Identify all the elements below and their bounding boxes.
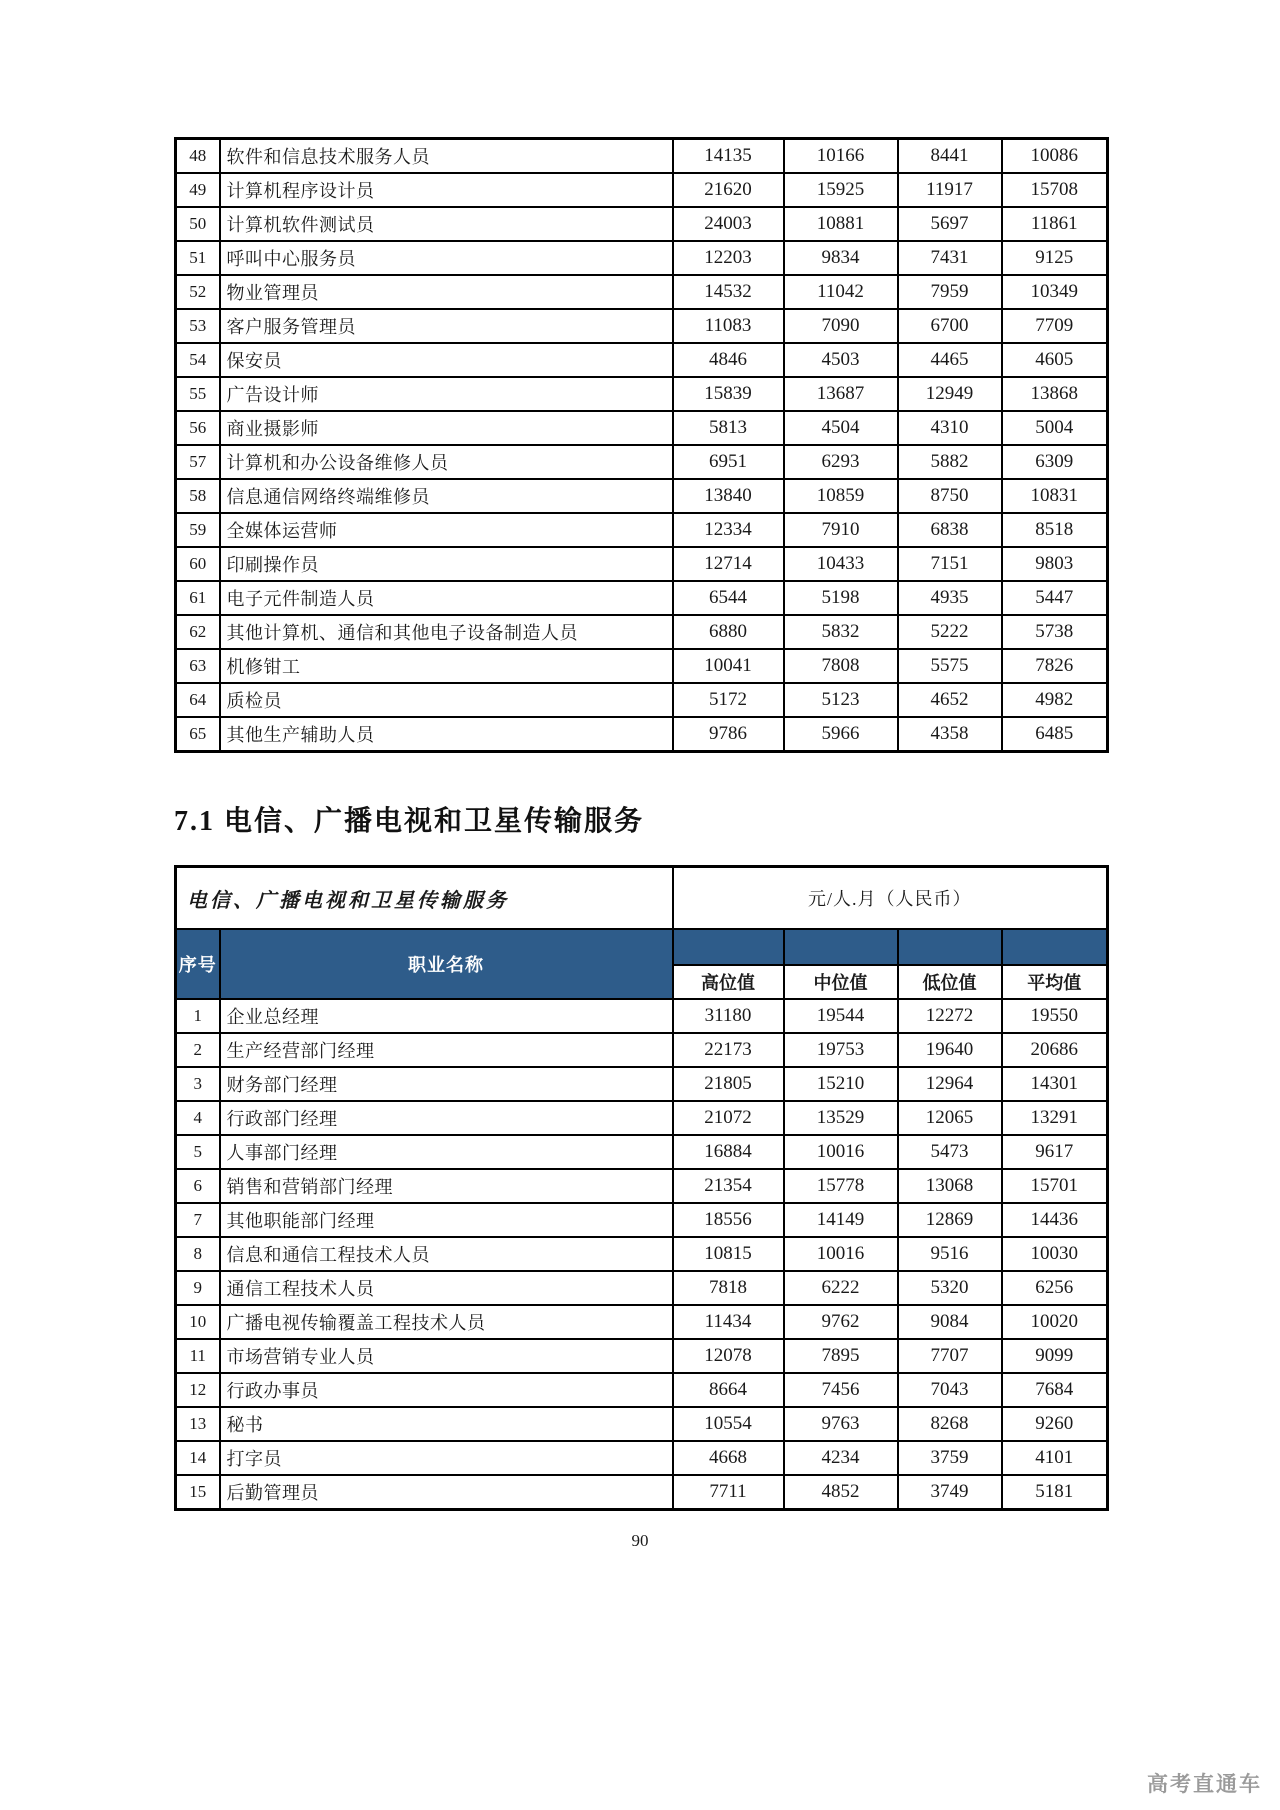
row-number-cell: 12 <box>176 1373 220 1407</box>
row-number-cell: 63 <box>176 649 220 683</box>
low-value-cell: 7043 <box>898 1373 1002 1407</box>
low-value-cell: 8268 <box>898 1407 1002 1441</box>
row-number-cell: 6 <box>176 1169 220 1203</box>
median-value-cell: 19544 <box>784 999 898 1033</box>
high-value-cell: 21620 <box>673 173 784 207</box>
table-row <box>176 513 1108 547</box>
high-value-cell: 4668 <box>673 1441 784 1475</box>
median-value-cell: 14149 <box>784 1203 898 1237</box>
low-value-cell: 3749 <box>898 1475 1002 1510</box>
low-value-cell: 7707 <box>898 1339 1002 1373</box>
average-value-cell: 4605 <box>1002 343 1108 377</box>
table-row <box>176 1475 1108 1510</box>
row-number-cell: 56 <box>176 411 220 445</box>
high-value-cell: 6544 <box>673 581 784 615</box>
table-row <box>176 309 1108 343</box>
average-value-cell: 9260 <box>1002 1407 1108 1441</box>
low-value-cell: 5473 <box>898 1135 1002 1169</box>
high-value-cell: 24003 <box>673 207 784 241</box>
median-value-cell: 7910 <box>784 513 898 547</box>
average-value-cell: 5181 <box>1002 1475 1108 1510</box>
row-number-cell: 2 <box>176 1033 220 1067</box>
average-value-cell: 7709 <box>1002 309 1108 343</box>
occupation-cell: 行政部门经理 <box>220 1101 673 1135</box>
low-value-cell: 4935 <box>898 581 1002 615</box>
occupation-cell: 行政办事员 <box>220 1373 673 1407</box>
table-row <box>176 717 1108 752</box>
table-row <box>176 411 1108 445</box>
average-value-cell: 13868 <box>1002 377 1108 411</box>
section-title: 7.1 电信、广播电视和卫星传输服务 <box>174 806 645 837</box>
row-number-cell: 59 <box>176 513 220 547</box>
salary-table-continuation <box>174 137 1109 753</box>
high-value-cell: 21805 <box>673 1067 784 1101</box>
table-row <box>176 1407 1108 1441</box>
median-value-cell: 4503 <box>784 343 898 377</box>
median-value-cell: 10016 <box>784 1135 898 1169</box>
average-value-cell: 10831 <box>1002 479 1108 513</box>
header-blue-strip <box>784 929 898 965</box>
row-number-cell: 5 <box>176 1135 220 1169</box>
header-low-cell: 低位值 <box>898 965 1002 999</box>
average-value-cell: 19550 <box>1002 999 1108 1033</box>
occupation-cell: 呼叫中心服务员 <box>220 241 673 275</box>
low-value-cell: 8750 <box>898 479 1002 513</box>
median-value-cell: 9762 <box>784 1305 898 1339</box>
low-value-cell: 12065 <box>898 1101 1002 1135</box>
header-average-cell: 平均值 <box>1002 965 1108 999</box>
low-value-cell: 6700 <box>898 309 1002 343</box>
low-value-cell: 12949 <box>898 377 1002 411</box>
low-value-cell: 12964 <box>898 1067 1002 1101</box>
median-value-cell: 7895 <box>784 1339 898 1373</box>
high-value-cell: 6951 <box>673 445 784 479</box>
high-value-cell: 6880 <box>673 615 784 649</box>
average-value-cell: 10030 <box>1002 1237 1108 1271</box>
low-value-cell: 4652 <box>898 683 1002 717</box>
row-number-cell: 55 <box>176 377 220 411</box>
average-value-cell: 4982 <box>1002 683 1108 717</box>
average-value-cell: 5004 <box>1002 411 1108 445</box>
median-value-cell: 6293 <box>784 445 898 479</box>
low-value-cell: 4465 <box>898 343 1002 377</box>
row-number-cell: 50 <box>176 207 220 241</box>
table-row <box>176 1271 1108 1305</box>
table-row <box>176 207 1108 241</box>
table2-title-cell: 电信、广播电视和卫星传输服务 <box>176 867 673 930</box>
median-value-cell: 15925 <box>784 173 898 207</box>
average-value-cell: 10349 <box>1002 275 1108 309</box>
high-value-cell: 13840 <box>673 479 784 513</box>
table2-body <box>176 999 1108 1510</box>
low-value-cell: 19640 <box>898 1033 1002 1067</box>
high-value-cell: 10041 <box>673 649 784 683</box>
median-value-cell: 10433 <box>784 547 898 581</box>
low-value-cell: 12869 <box>898 1203 1002 1237</box>
header-blue-strip <box>898 929 1002 965</box>
header-no-cell: 序号 <box>176 929 220 999</box>
average-value-cell: 14301 <box>1002 1067 1108 1101</box>
low-value-cell: 9516 <box>898 1237 1002 1271</box>
occupation-cell: 其他职能部门经理 <box>220 1203 673 1237</box>
row-number-cell: 11 <box>176 1339 220 1373</box>
low-value-cell: 4358 <box>898 717 1002 752</box>
high-value-cell: 7818 <box>673 1271 784 1305</box>
average-value-cell: 15708 <box>1002 173 1108 207</box>
average-value-cell: 9125 <box>1002 241 1108 275</box>
page-number: 90 <box>631 1531 649 1550</box>
median-value-cell: 11042 <box>784 275 898 309</box>
average-value-cell: 13291 <box>1002 1101 1108 1135</box>
table-row <box>176 581 1108 615</box>
table-row <box>176 1033 1108 1067</box>
table-row <box>176 445 1108 479</box>
row-number-cell: 61 <box>176 581 220 615</box>
row-number-cell: 54 <box>176 343 220 377</box>
low-value-cell: 5222 <box>898 615 1002 649</box>
occupation-cell: 生产经营部门经理 <box>220 1033 673 1067</box>
occupation-cell: 电子元件制造人员 <box>220 581 673 615</box>
median-value-cell: 7456 <box>784 1373 898 1407</box>
row-number-cell: 48 <box>176 139 220 174</box>
high-value-cell: 22173 <box>673 1033 784 1067</box>
table-row <box>176 377 1108 411</box>
table-row <box>176 1101 1108 1135</box>
average-value-cell: 4101 <box>1002 1441 1108 1475</box>
occupation-cell: 计算机和办公设备维修人员 <box>220 445 673 479</box>
header-occupation-cell: 职业名称 <box>220 929 673 999</box>
low-value-cell: 7431 <box>898 241 1002 275</box>
high-value-cell: 12334 <box>673 513 784 547</box>
occupation-cell: 计算机程序设计员 <box>220 173 673 207</box>
high-value-cell: 10554 <box>673 1407 784 1441</box>
low-value-cell: 6838 <box>898 513 1002 547</box>
table2-header-row-2 <box>176 929 1108 965</box>
high-value-cell: 5172 <box>673 683 784 717</box>
occupation-cell: 人事部门经理 <box>220 1135 673 1169</box>
high-value-cell: 8664 <box>673 1373 784 1407</box>
row-number-cell: 58 <box>176 479 220 513</box>
occupation-cell: 软件和信息技术服务人员 <box>220 139 673 174</box>
occupation-cell: 全媒体运营师 <box>220 513 673 547</box>
high-value-cell: 12714 <box>673 547 784 581</box>
table-row <box>176 1203 1108 1237</box>
median-value-cell: 9763 <box>784 1407 898 1441</box>
median-value-cell: 15210 <box>784 1067 898 1101</box>
occupation-cell: 商业摄影师 <box>220 411 673 445</box>
low-value-cell: 11917 <box>898 173 1002 207</box>
low-value-cell: 13068 <box>898 1169 1002 1203</box>
high-value-cell: 4846 <box>673 343 784 377</box>
median-value-cell: 4234 <box>784 1441 898 1475</box>
high-value-cell: 11434 <box>673 1305 784 1339</box>
table-row <box>176 547 1108 581</box>
table-row <box>176 479 1108 513</box>
average-value-cell: 5738 <box>1002 615 1108 649</box>
header-blue-strip <box>1002 929 1108 965</box>
average-value-cell: 9617 <box>1002 1135 1108 1169</box>
median-value-cell: 10859 <box>784 479 898 513</box>
occupation-cell: 广告设计师 <box>220 377 673 411</box>
header-high-cell: 高位值 <box>673 965 784 999</box>
row-number-cell: 15 <box>176 1475 220 1510</box>
median-value-cell: 6222 <box>784 1271 898 1305</box>
occupation-cell: 信息和通信工程技术人员 <box>220 1237 673 1271</box>
occupation-cell: 计算机软件测试员 <box>220 207 673 241</box>
header-median-cell: 中位值 <box>784 965 898 999</box>
occupation-cell: 印刷操作员 <box>220 547 673 581</box>
table-row <box>176 1169 1108 1203</box>
low-value-cell: 9084 <box>898 1305 1002 1339</box>
table-row <box>176 683 1108 717</box>
low-value-cell: 3759 <box>898 1441 1002 1475</box>
row-number-cell: 9 <box>176 1271 220 1305</box>
high-value-cell: 15839 <box>673 377 784 411</box>
high-value-cell: 18556 <box>673 1203 784 1237</box>
median-value-cell: 5832 <box>784 615 898 649</box>
table-row <box>176 173 1108 207</box>
median-value-cell: 15778 <box>784 1169 898 1203</box>
average-value-cell: 10086 <box>1002 139 1108 174</box>
row-number-cell: 53 <box>176 309 220 343</box>
median-value-cell: 5198 <box>784 581 898 615</box>
high-value-cell: 21072 <box>673 1101 784 1135</box>
occupation-cell: 质检员 <box>220 683 673 717</box>
table-row <box>176 1441 1108 1475</box>
low-value-cell: 4310 <box>898 411 1002 445</box>
low-value-cell: 8441 <box>898 139 1002 174</box>
table-row <box>176 139 1108 174</box>
table-row <box>176 649 1108 683</box>
section-7-1 <box>174 799 1106 1511</box>
occupation-cell: 机修钳工 <box>220 649 673 683</box>
average-value-cell: 6485 <box>1002 717 1108 752</box>
high-value-cell: 16884 <box>673 1135 784 1169</box>
median-value-cell: 10016 <box>784 1237 898 1271</box>
average-value-cell: 9803 <box>1002 547 1108 581</box>
average-value-cell: 10020 <box>1002 1305 1108 1339</box>
row-number-cell: 4 <box>176 1101 220 1135</box>
row-number-cell: 7 <box>176 1203 220 1237</box>
occupation-cell: 通信工程技术人员 <box>220 1271 673 1305</box>
occupation-cell: 企业总经理 <box>220 999 673 1033</box>
row-number-cell: 8 <box>176 1237 220 1271</box>
high-value-cell: 12203 <box>673 241 784 275</box>
average-value-cell: 15701 <box>1002 1169 1108 1203</box>
average-value-cell: 9099 <box>1002 1339 1108 1373</box>
median-value-cell: 7090 <box>784 309 898 343</box>
row-number-cell: 51 <box>176 241 220 275</box>
row-number-cell: 49 <box>176 173 220 207</box>
row-number-cell: 65 <box>176 717 220 752</box>
table-row <box>176 1305 1108 1339</box>
row-number-cell: 10 <box>176 1305 220 1339</box>
low-value-cell: 12272 <box>898 999 1002 1033</box>
average-value-cell: 6256 <box>1002 1271 1108 1305</box>
median-value-cell: 13687 <box>784 377 898 411</box>
occupation-cell: 信息通信网络终端维修员 <box>220 479 673 513</box>
occupation-cell: 秘书 <box>220 1407 673 1441</box>
row-number-cell: 13 <box>176 1407 220 1441</box>
low-value-cell: 7959 <box>898 275 1002 309</box>
row-number-cell: 57 <box>176 445 220 479</box>
low-value-cell: 7151 <box>898 547 1002 581</box>
high-value-cell: 12078 <box>673 1339 784 1373</box>
row-number-cell: 14 <box>176 1441 220 1475</box>
header-blue-strip <box>673 929 784 965</box>
low-value-cell: 5575 <box>898 649 1002 683</box>
average-value-cell: 14436 <box>1002 1203 1108 1237</box>
average-value-cell: 6309 <box>1002 445 1108 479</box>
median-value-cell: 5966 <box>784 717 898 752</box>
average-value-cell: 11861 <box>1002 207 1108 241</box>
table-row <box>176 343 1108 377</box>
table-row <box>176 615 1108 649</box>
high-value-cell: 11083 <box>673 309 784 343</box>
median-value-cell: 4852 <box>784 1475 898 1510</box>
low-value-cell: 5697 <box>898 207 1002 241</box>
average-value-cell: 5447 <box>1002 581 1108 615</box>
table-row <box>176 999 1108 1033</box>
high-value-cell: 10815 <box>673 1237 784 1271</box>
average-value-cell: 7826 <box>1002 649 1108 683</box>
table-row <box>176 275 1108 309</box>
median-value-cell: 7808 <box>784 649 898 683</box>
table-row <box>176 1339 1108 1373</box>
median-value-cell: 4504 <box>784 411 898 445</box>
table2-unit-cell: 元/人.月（人民币） <box>673 867 1108 930</box>
occupation-cell: 后勤管理员 <box>220 1475 673 1510</box>
average-value-cell: 7684 <box>1002 1373 1108 1407</box>
high-value-cell: 31180 <box>673 999 784 1033</box>
occupation-cell: 广播电视传输覆盖工程技术人员 <box>220 1305 673 1339</box>
occupation-cell: 其他计算机、通信和其他电子设备制造人员 <box>220 615 673 649</box>
high-value-cell: 21354 <box>673 1169 784 1203</box>
table-row <box>176 1373 1108 1407</box>
row-number-cell: 3 <box>176 1067 220 1101</box>
median-value-cell: 9834 <box>784 241 898 275</box>
occupation-cell: 财务部门经理 <box>220 1067 673 1101</box>
table-row <box>176 1135 1108 1169</box>
table2-header-row-1 <box>176 867 1108 930</box>
table-row <box>176 241 1108 275</box>
low-value-cell: 5882 <box>898 445 1002 479</box>
occupation-cell: 保安员 <box>220 343 673 377</box>
high-value-cell: 14532 <box>673 275 784 309</box>
high-value-cell: 14135 <box>673 139 784 174</box>
table1-section <box>174 0 1106 753</box>
row-number-cell: 1 <box>176 999 220 1033</box>
row-number-cell: 62 <box>176 615 220 649</box>
high-value-cell: 7711 <box>673 1475 784 1510</box>
row-number-cell: 52 <box>176 275 220 309</box>
occupation-cell: 其他生产辅助人员 <box>220 717 673 752</box>
table1-body <box>176 139 1108 752</box>
occupation-cell: 打字员 <box>220 1441 673 1475</box>
high-value-cell: 9786 <box>673 717 784 752</box>
high-value-cell: 5813 <box>673 411 784 445</box>
occupation-cell: 市场营销专业人员 <box>220 1339 673 1373</box>
table-row <box>176 1067 1108 1101</box>
row-number-cell: 60 <box>176 547 220 581</box>
telecom-salary-table <box>174 865 1109 1511</box>
average-value-cell: 20686 <box>1002 1033 1108 1067</box>
occupation-cell: 客户服务管理员 <box>220 309 673 343</box>
average-value-cell: 8518 <box>1002 513 1108 547</box>
table-row <box>176 1237 1108 1271</box>
occupation-cell: 物业管理员 <box>220 275 673 309</box>
occupation-cell: 销售和营销部门经理 <box>220 1169 673 1203</box>
median-value-cell: 10881 <box>784 207 898 241</box>
median-value-cell: 5123 <box>784 683 898 717</box>
low-value-cell: 5320 <box>898 1271 1002 1305</box>
median-value-cell: 13529 <box>784 1101 898 1135</box>
watermark: 高考直通车 <box>1147 1773 1262 1796</box>
median-value-cell: 19753 <box>784 1033 898 1067</box>
median-value-cell: 10166 <box>784 139 898 174</box>
row-number-cell: 64 <box>176 683 220 717</box>
